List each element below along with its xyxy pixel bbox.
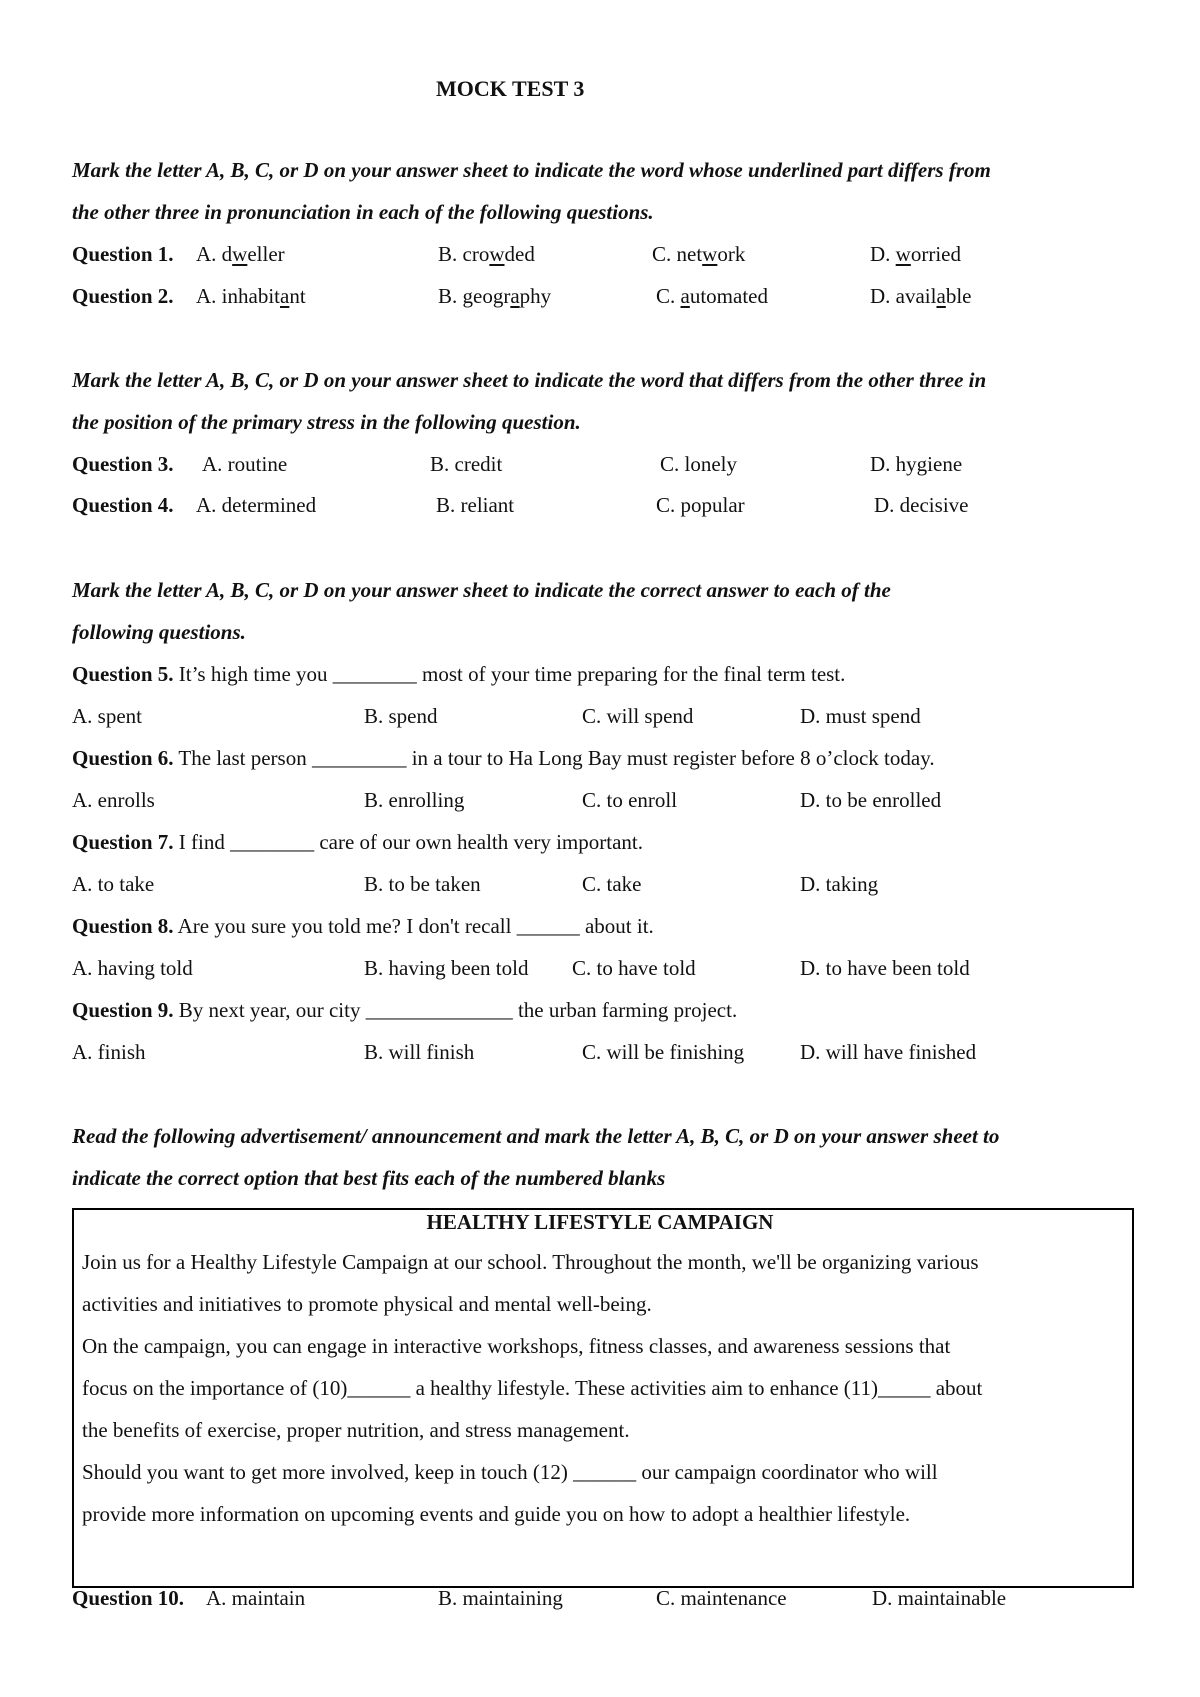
question-6-stem: Question 6. The last person _________ in a tour to Ha Long Bay must register before 8 o’clock today.: [72, 746, 935, 770]
advertisement-line-5: the benefits of exercise, proper nutrition, and stress management.: [82, 1418, 630, 1442]
question-8-option-b: B. having been told: [364, 956, 529, 980]
section4-instruction-line2: indicate the correct option that best fits each of the numbered blanks: [72, 1166, 666, 1190]
question-6-option-b: B. enrolling: [364, 788, 465, 812]
question-2-option-b: B. geography: [438, 284, 552, 308]
question-7-option-b: B. to be taken: [364, 872, 481, 896]
question-5-option-b: B. spend: [364, 704, 438, 728]
question-2-option-a: A. inhabitant: [196, 284, 306, 308]
page-title: MOCK TEST 3: [436, 76, 585, 101]
question-9-option-a: A. finish: [72, 1040, 146, 1064]
question-8-option-a: A. having told: [72, 956, 193, 980]
question-6-option-d: D. to be enrolled: [800, 788, 942, 812]
question-8-option-c: C. to have told: [572, 956, 696, 980]
question-5-option-a: A. spent: [72, 704, 142, 728]
section4-instruction-line1: Read the following advertisement/ announcement and mark the letter A, B, C, or D on your answer sheet to: [72, 1124, 1000, 1148]
question-1-option-c: C. network: [652, 242, 746, 266]
question-3-label: Question 3.: [72, 452, 174, 476]
section2-instruction-line1: Mark the letter A, B, C, or D on your answer sheet to indicate the word that differs from the other three in: [72, 368, 987, 392]
question-10-option-b: B. maintaining: [438, 1586, 563, 1610]
question-2-option-c: C. automated: [656, 284, 768, 308]
question-10-option-d: D. maintainable: [872, 1586, 1007, 1610]
question-8-stem: Question 8. Are you sure you told me? I don't recall ______ about it.: [72, 914, 654, 938]
question-3-option-b: B. credit: [430, 452, 503, 476]
question-10-option-a: A. maintain: [206, 1586, 306, 1610]
question-5-option-d: D. must spend: [800, 704, 921, 728]
section1-instruction-line2: the other three in pronunciation in each of the following questions.: [72, 200, 654, 224]
question-10-label: Question 10.: [72, 1586, 185, 1610]
advertisement-line-1: Join us for a Healthy Lifestyle Campaign at our school. Throughout the month, we'll be organizing various: [82, 1250, 979, 1274]
advertisement-line-7: provide more information on upcoming events and guide you on how to adopt a healthier lifestyle.: [82, 1502, 911, 1526]
question-4-option-a: A. determined: [196, 493, 317, 517]
question-9-option-d: D. will have finished: [800, 1040, 977, 1064]
question-3-option-c: C. lonely: [660, 452, 737, 476]
section2-instruction-line2: the position of the primary stress in the following question.: [72, 410, 581, 434]
question-4-option-c: C. popular: [656, 493, 745, 517]
advertisement-line-3: On the campaign, you can engage in interactive workshops, fitness classes, and awareness sessions that: [82, 1334, 951, 1358]
question-2-label: Question 2.: [72, 284, 174, 308]
question-10-option-c: C. maintenance: [656, 1586, 787, 1610]
question-9-option-c: C. will be finishing: [582, 1040, 745, 1064]
advertisement-line-6: Should you want to get more involved, keep in touch (12) ______ our campaign coordinator who will: [82, 1460, 938, 1484]
section3-instruction-line2: following questions.: [72, 620, 246, 644]
question-7-stem: Question 7. I find ________ care of our own health very important.: [72, 830, 643, 854]
section1-instruction-line1: Mark the letter A, B, C, or D on your answer sheet to indicate the word whose underlined part differs from: [72, 158, 991, 182]
question-1-option-b: B. crowded: [438, 242, 535, 266]
question-7-option-a: A. to take: [72, 872, 155, 896]
question-8-option-d: D. to have been told: [800, 956, 970, 980]
advertisement-heading: HEALTHY LIFESTYLE CAMPAIGN: [426, 1210, 774, 1234]
question-5-stem: Question 5. It’s high time you ________ most of your time preparing for the final term test.: [72, 662, 846, 686]
question-7-option-d: D. taking: [800, 872, 879, 896]
question-7-option-c: C. take: [582, 872, 642, 896]
question-3-option-d: D. hygiene: [870, 452, 963, 476]
advertisement-line-2: activities and initiatives to promote physical and mental well-being.: [82, 1292, 652, 1316]
question-4-option-d: D. decisive: [874, 493, 969, 517]
question-6-option-a: A. enrolls: [72, 788, 155, 812]
question-5-option-c: C. will spend: [582, 704, 694, 728]
section3-instruction-line1: Mark the letter A, B, C, or D on your answer sheet to indicate the correct answer to each of the: [72, 578, 891, 602]
question-4-label: Question 4.: [72, 493, 174, 517]
question-4-option-b: B. reliant: [436, 493, 515, 517]
question-1-option-d: D. worried: [870, 242, 961, 266]
question-1-option-a: A. dweller: [196, 242, 285, 266]
question-3-option-a: A. routine: [202, 452, 288, 476]
question-9-stem: Question 9. By next year, our city ______________ the urban farming project.: [72, 998, 738, 1022]
question-1-label: Question 1.: [72, 242, 174, 266]
question-9-option-b: B. will finish: [364, 1040, 475, 1064]
advertisement-line-4: focus on the importance of (10)______ a healthy lifestyle. These activities aim to enhance (11)_____ about: [82, 1376, 983, 1400]
question-2-option-d: D. available: [870, 284, 972, 308]
question-6-option-c: C. to enroll: [582, 788, 678, 812]
